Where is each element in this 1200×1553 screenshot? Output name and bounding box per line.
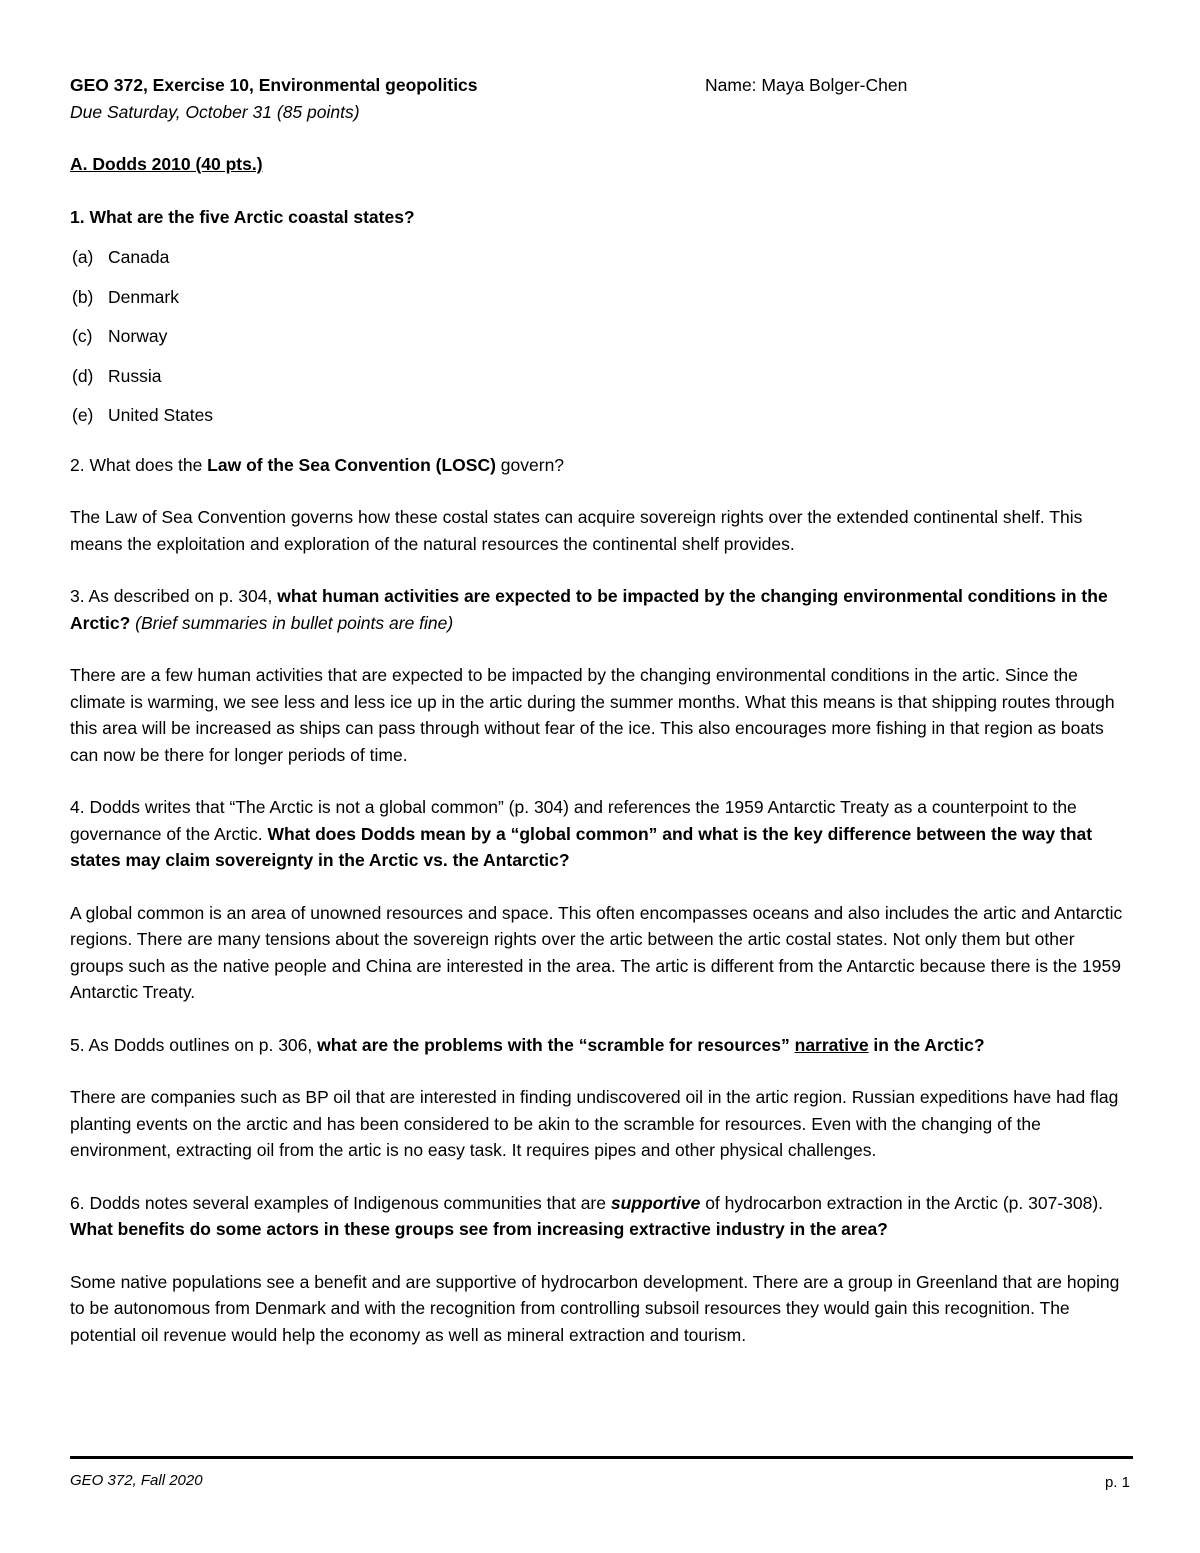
question-2 — [70, 452, 1130, 479]
question-3-prefix: 3. As described on p. 304, — [70, 586, 278, 606]
list-item — [70, 284, 1130, 324]
list-text: Denmark — [108, 286, 179, 307]
list-letter: (a) — [72, 247, 94, 267]
list-text: Russia — [108, 365, 162, 386]
question-5-bold: what are the problems with the “scramble for resources” — [317, 1034, 795, 1055]
question-1: 1. What are the five Arctic coastal states? — [70, 206, 415, 227]
page-number: p. 1 — [1104, 1474, 1130, 1491]
question-4-prefix: 4. Dodds writes that “The Arctic is not a global common” (p. 304) and references the 1959 Antarctic Treaty as a counterpoint to the governance of the Arctic. — [70, 797, 1077, 844]
document-page — [70, 72, 1130, 1348]
list-letter: (e) — [72, 405, 94, 425]
question-3-bold: what human activities are expected to be impacted by the changing environmental conditions in the Arctic? — [70, 586, 1108, 633]
exercise-title: GEO 372, Exercise 10, Environmental geopolitics — [70, 75, 478, 95]
question-2-bold: Law of the Sea Convention (LOSC) — [207, 454, 496, 475]
student-name: Name: Maya Bolger-Chen — [705, 75, 908, 95]
question-5-underlined: narrative — [794, 1034, 869, 1055]
section-heading: A. Dodds 2010 (40 pts.) — [70, 154, 263, 174]
question-3-note: (Brief summaries in bullet points are fine) — [130, 612, 454, 633]
question-6 — [70, 1190, 1130, 1243]
list-text: United States — [108, 405, 214, 425]
question-3 — [70, 583, 1130, 636]
question-5-prefix: 5. As Dodds outlines on p. 306, — [70, 1034, 318, 1055]
coastal-states-list — [70, 244, 1130, 442]
question-6-middle: of hydrocarbon extraction in the Arctic (p. 307-308). — [700, 1192, 1104, 1213]
question-5-suffix: in the Arctic? — [868, 1034, 985, 1055]
footer-divider — [70, 1456, 1133, 1459]
list-text: Norway — [108, 326, 168, 346]
answer-3: There are a few human activities that are expected to be impacted by the changing environmental conditions in the artic. Since the climate is warming, we see less and less ice up in the artic during the summer months. What this means is that shipping routes through this area will be increased as ships can pass through without fear of the ice. This also encourages more fishing in that region as boats can now be there for longer periods of time. — [70, 665, 1115, 765]
list-item — [70, 323, 1130, 363]
list-item — [70, 244, 1130, 284]
question-6-emphasis: supportive — [610, 1192, 701, 1213]
answer-6: Some native populations see a benefit and are supportive of hydrocarbon development. There are a group in Greenland that are hoping to be autonomous from Denmark and with the recognition from controlling subsoil resources they would gain this recognition. The potential oil revenue would help the economy as well as mineral extraction and tourism. — [70, 1271, 1120, 1345]
list-text: Canada — [108, 247, 170, 267]
list-letter: (d) — [72, 365, 94, 386]
header-row — [70, 72, 1130, 99]
list-letter: (c) — [72, 326, 93, 346]
question-5 — [70, 1032, 1130, 1059]
answer-2: The Law of Sea Convention governs how these costal states can acquire sovereign rights over the extended continental shelf. This means the exploitation and exploration of the natural resources the continental shelf provides. — [70, 507, 1083, 554]
list-letter: (b) — [72, 286, 94, 307]
question-6-prefix: 6. Dodds notes several examples of Indigenous communities that are — [70, 1192, 611, 1213]
answer-5: There are companies such as BP oil that are interested in finding undiscovered oil in the artic region. Russian expeditions have had flag planting events on the arctic and has been considered to be akin to the scramble for resources. Even with the changing of the environment, extracting oil from the artic is no easy task. It requires pipes and other physical challenges. — [70, 1087, 1119, 1160]
list-item — [70, 363, 1130, 403]
footer-course: GEO 372, Fall 2020 — [70, 1472, 203, 1489]
question-4 — [70, 794, 1130, 874]
due-date: Due Saturday, October 31 (85 points) — [70, 101, 360, 122]
question-2-prefix: 2. What does the — [70, 454, 208, 475]
question-4-bold: What does Dodds mean by a “global common” and what is the key difference between the way that states may claim sovereignty in the Arctic vs. the Antarctic? — [70, 823, 1093, 870]
question-2-suffix: govern? — [495, 454, 565, 475]
answer-4: A global common is an area of unowned resources and space. This often encompasses oceans and also includes the artic and Antarctic regions. There are many tensions about the sovereign rights over the artic between the artic costal states. Not only them but other groups such as the native people and China are interested in the area. The artic is different from the Antarctic because there is the 1959 Antarctic Treaty. — [70, 902, 1123, 1002]
list-item — [70, 402, 1130, 442]
question-6-bold: What benefits do some actors in these groups see from increasing extractive industry in the area? — [70, 1219, 888, 1239]
